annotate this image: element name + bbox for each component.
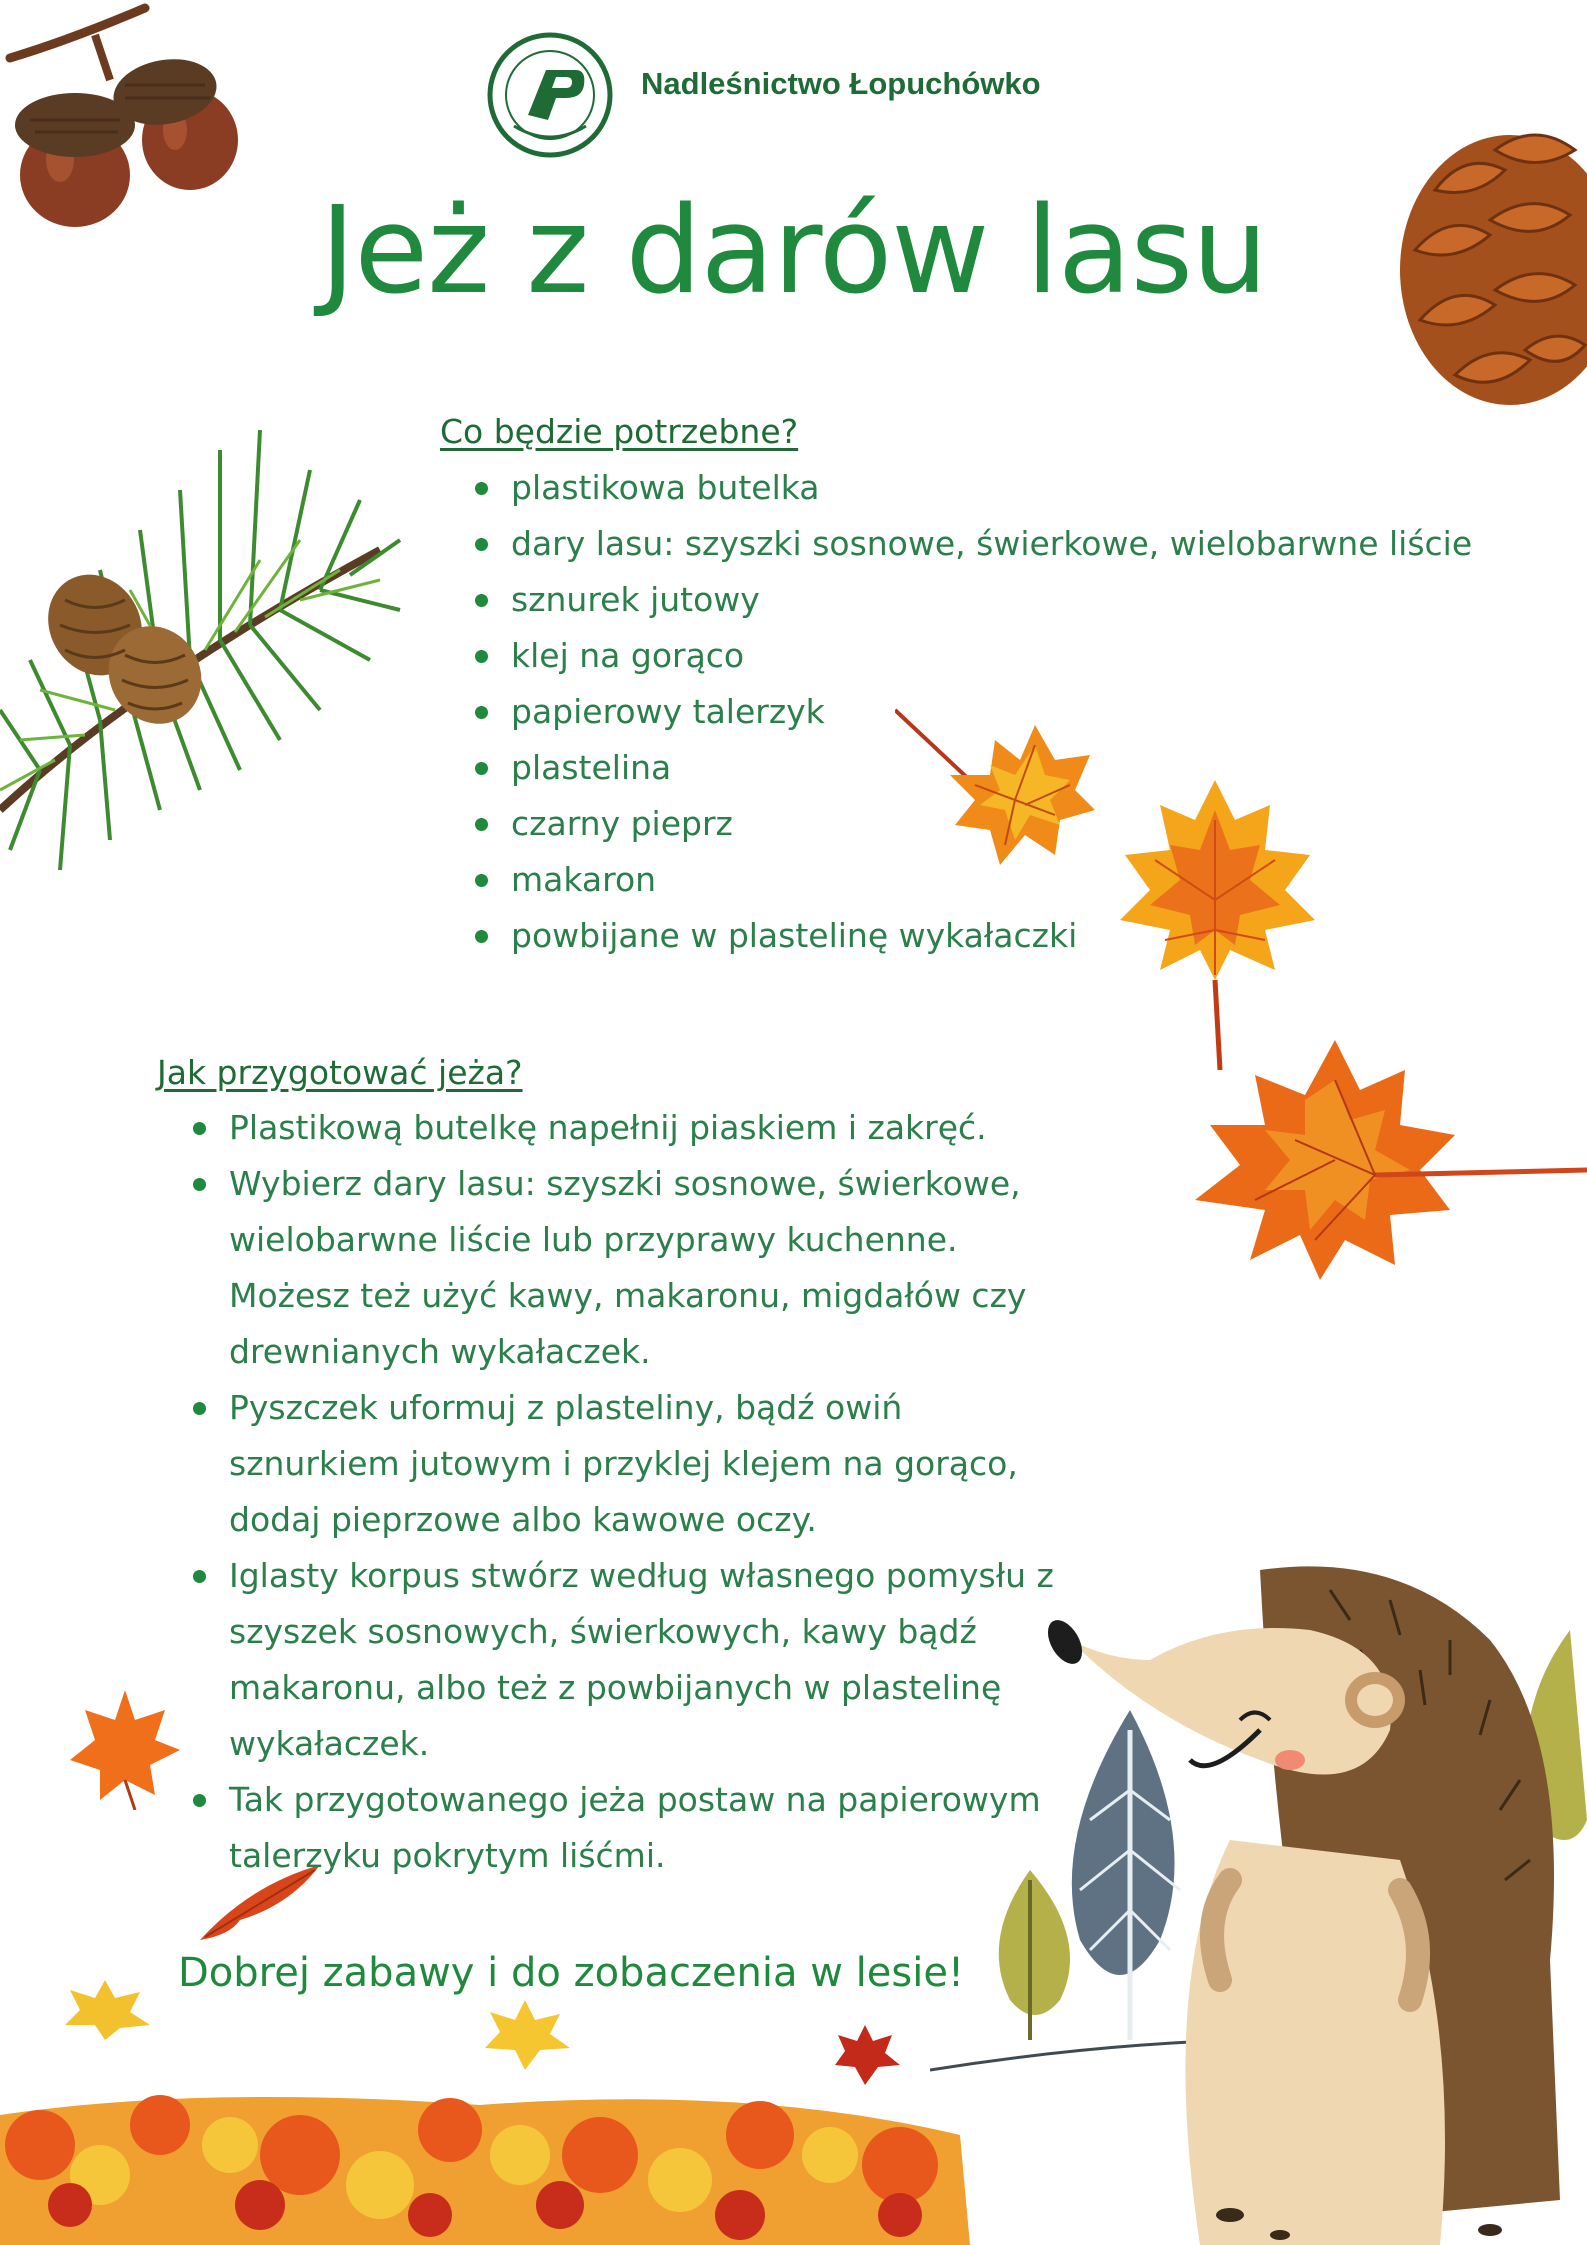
bullet-icon — [193, 1122, 206, 1135]
autumn-leaf-small-1 — [70, 1690, 180, 1810]
bullet-icon — [475, 538, 488, 551]
leaf-pile-illustration — [0, 2055, 970, 2245]
bullet-icon — [475, 482, 488, 495]
bullet-icon — [475, 930, 488, 943]
needs-heading: Co będzie potrzebne? — [440, 412, 799, 451]
list-item: makaron — [475, 852, 1375, 908]
list-item: Wybierz dary lasu: szyszki sosnowe, świerkowe, wielobarwne liście lub przyprawy kuchenne. Możesz też użyć kawy, makaronu, migdałów czy drewnianych wykałaczek. — [193, 1156, 1063, 1380]
autumn-leaf-3 — [1195, 1040, 1587, 1310]
list-item: plastikowa butelka — [475, 460, 1375, 516]
list-item: sznurek jutowy — [475, 572, 1375, 628]
list-item: Tak przygotowanego jeża postaw na papierowym talerzyku pokrytym liśćmi. — [193, 1772, 1063, 1884]
closing-message: Dobrej zabawy i do zobaczenia w lesie! — [178, 1950, 964, 1996]
list-item: Iglasty korpus stwórz według własnego pomysłu z szyszek sosnowych, świerkowych, kawy bądź makaronu, albo też z powbijanych w plastelinę wykałaczek. — [193, 1548, 1063, 1772]
bullet-icon — [193, 1794, 206, 1807]
needs-list — [475, 460, 1473, 964]
list-item: plastelina — [475, 740, 1375, 796]
list-item: czarny pieprz — [475, 796, 1375, 852]
steps-heading: Jak przygotować jeża? — [157, 1053, 523, 1092]
bullet-icon — [475, 818, 488, 831]
bullet-icon — [193, 1570, 206, 1583]
list-item: Plastikową butelkę napełnij piaskiem i zakręć. — [193, 1100, 1063, 1156]
bullet-icon — [193, 1402, 206, 1415]
bullet-icon — [475, 874, 488, 887]
list-item: Pyszczek uformuj z plasteliny, bądź owiń sznurkiem jutowym i przyklej klejem na gorąco, dodaj pieprzowe albo kawowe oczy. — [193, 1380, 1063, 1548]
bullet-icon — [475, 594, 488, 607]
steps-list — [193, 1100, 1063, 1884]
bullet-icon — [193, 1178, 206, 1191]
pine-branch-illustration — [0, 410, 410, 900]
bullet-icon — [475, 762, 488, 775]
bullet-icon — [475, 650, 488, 663]
list-item: dary lasu: szyszki sosnowe, świerkowe, wielobarwne liście — [475, 516, 1375, 572]
list-item: powbijane w plastelinę wykałaczki — [475, 908, 1375, 964]
list-item: klej na gorąco — [475, 628, 1375, 684]
autumn-leaf-small-3 — [60, 1980, 150, 2040]
lasy-panstwowe-logo — [476, 30, 624, 160]
bullet-icon — [475, 706, 488, 719]
list-item: papierowy talerzyk — [475, 684, 1375, 740]
organization-name: Nadleśnictwo Łopuchówko — [641, 66, 1041, 101]
page-title: Jeż z darów lasu — [319, 182, 1268, 321]
